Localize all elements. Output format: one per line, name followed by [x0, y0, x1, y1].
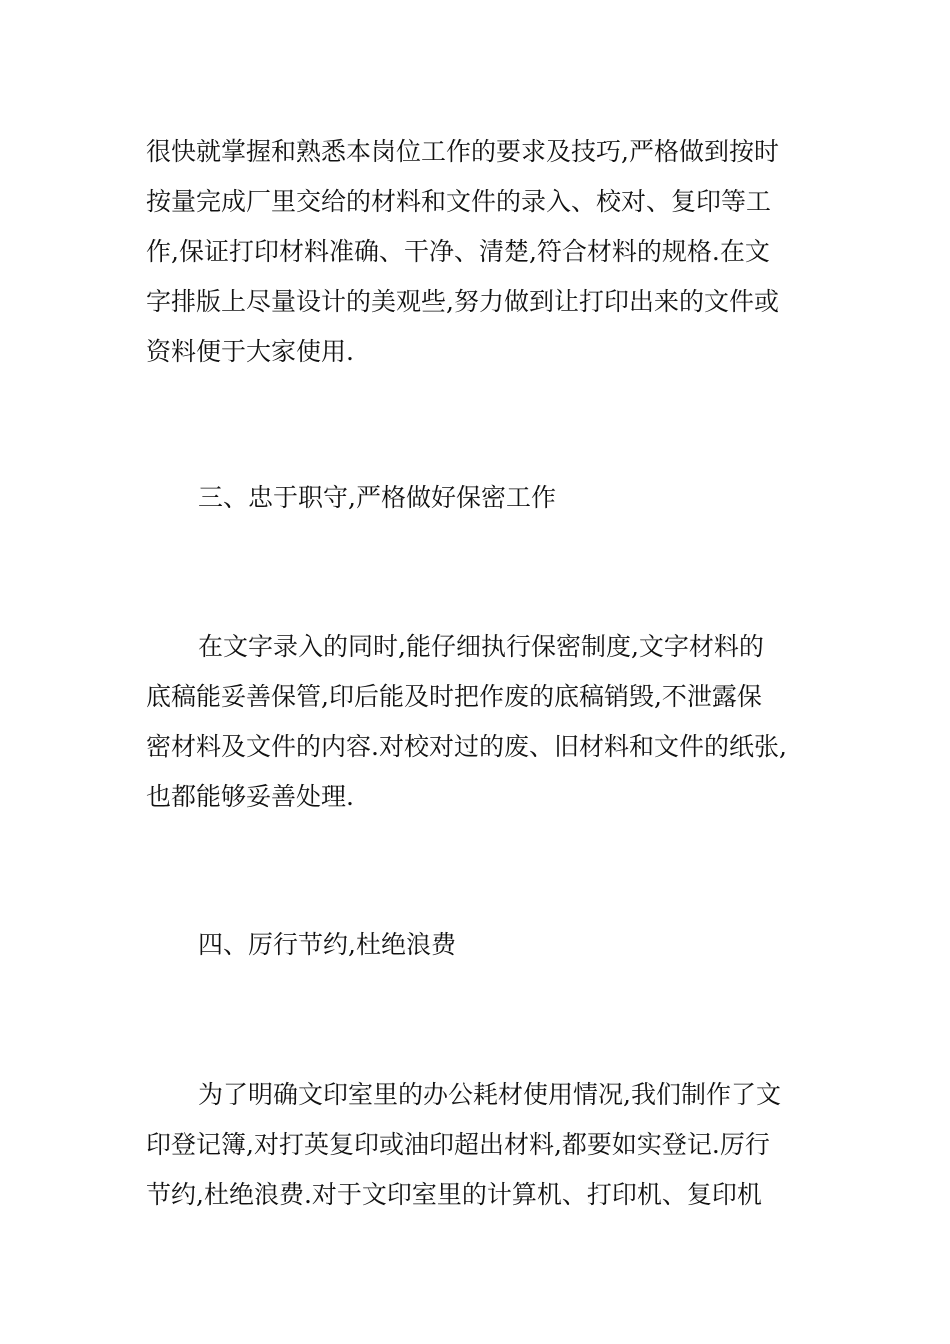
paragraph-line: 很快就掌握和熟悉本岗位工作的要求及技巧,严格做到按时: [146, 137, 779, 166]
paragraph-line: 为了明确文印室里的办公耗材使用情况,我们制作了文: [198, 1080, 781, 1109]
paragraph-line: 底稿能妥善保管,印后能及时把作废的底稿销毁,不泄露保: [146, 682, 762, 711]
heading-text: 四、厉行节约,杜绝浪费: [198, 930, 456, 959]
paragraph-line: 也都能够妥善处理.: [146, 782, 354, 811]
paragraph-line: 在文字录入的同时,能仔细执行保密制度,文字材料的: [198, 632, 764, 661]
paragraph-line: 资料便于大家使用.: [146, 337, 354, 366]
paragraph-line: 印登记簿,对打英复印或油印超出材料,都要如实登记.厉行: [146, 1130, 770, 1159]
section-heading-confidentiality: [146, 473, 811, 523]
paragraph-skills: [146, 127, 811, 377]
paragraph-line: 按量完成厂里交给的材料和文件的录入、校对、复印等工: [146, 187, 772, 216]
heading-text: 三、忠于职守,严格做好保密工作: [198, 483, 556, 512]
paragraph-economy: [146, 1070, 811, 1220]
paragraph-line: 密材料及文件的内容.对校对过的废、旧材料和文件的纸张,: [146, 732, 787, 761]
paragraph-line: 节约,杜绝浪费.对于文印室里的计算机、打印机、复印机: [146, 1180, 762, 1209]
paragraph-line: 作,保证打印材料准确、干净、清楚,符合材料的规格.在文: [146, 237, 770, 266]
paragraph-confidentiality: [146, 622, 811, 822]
section-heading-economy: [146, 920, 811, 970]
paragraph-line: 字排版上尽量设计的美观些,努力做到让打印出来的文件或: [146, 287, 779, 316]
